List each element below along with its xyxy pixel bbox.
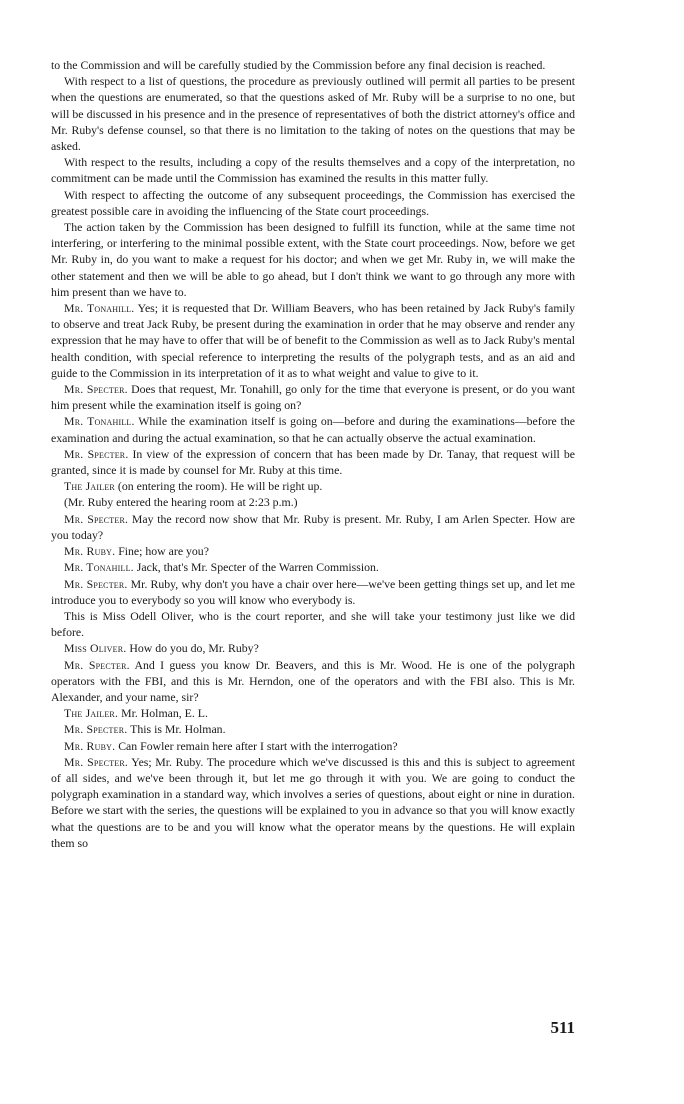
paragraph: [51, 640, 575, 656]
speaker-name: Mr. Specter.: [64, 382, 128, 397]
paragraph-text: This is Mr. Holman.: [130, 722, 226, 737]
speaker-name: The Jailer: [64, 479, 115, 494]
speaker-name: Mr. Specter.: [64, 576, 128, 591]
paragraph: [51, 381, 575, 413]
speaker-name: Mr. Ruby.: [64, 738, 116, 753]
speaker-name: Mr. Specter.: [64, 657, 130, 672]
paragraph-text: And I guess you know Dr. Beavers, and this is Mr. Wood. He is one of the polygraph operators with the FBI, and this is Mr. Herndon, one of the operators and with the FBI also. This is Mr. Alexander, and your name, sir?: [51, 657, 575, 704]
paragraph-text: Can Fowler remain here after I start with the interrogation?: [118, 738, 398, 753]
paragraph: [51, 57, 575, 73]
page-number: 511: [550, 1018, 575, 1037]
speaker-name: Mr. Specter.: [64, 446, 129, 461]
paragraph-text: In view of the expression of concern that has been made by Dr. Tanay, that request will be granted, since it is made by counsel for Mr. Ruby at this time.: [51, 446, 575, 478]
paragraph: [51, 657, 575, 706]
paragraph-text: Yes; it is requested that Dr. William Beavers, who has been retained by Jack Ruby's family to observe and treat Jack Ruby, be present during the examination in order that he may observe and render any expression that he may have to offer that will be of benefit to the Commission as well as to Jack Ruby's mental health condition, with special reference to interpreting the results of the polygraph tests, and as an aid and guide to the Commission in its interpretation of it as to what weight and value to give to it.: [51, 301, 575, 380]
paragraph: [51, 576, 575, 608]
paragraph-text: Fine; how are you?: [118, 544, 209, 559]
paragraph-text: Yes; Mr. Ruby. The procedure which we've discussed is this and this is subject to agreement of all sides, and we've been through it, but let me go through it with you. We are going to conduct the polygraph examination in a standard way, which involves a series of questions, about eight or nine in duration. Before we start with the series, the questions will be explained to you in advance so that you will know exactly what the questions are to be and you will know what the operator means by the questions. He will explain them so: [51, 754, 575, 850]
paragraph: [51, 300, 575, 381]
paragraph-text: Mr. Ruby, why don't you have a chair over here—we've been getting things set up, and let me introduce you to everybody so you will know who everybody is.: [51, 576, 575, 607]
paragraph: [51, 494, 575, 510]
speaker-name: Mr. Tonahill.: [64, 560, 134, 575]
paragraph: [51, 413, 575, 445]
paragraph: [51, 446, 575, 478]
speaker-name: Mr. Specter.: [64, 754, 129, 769]
paragraph: [51, 721, 575, 737]
paragraph: [51, 559, 575, 575]
paragraph-text: (on entering the room). He will be right up.: [117, 479, 323, 494]
paragraph: [51, 754, 575, 851]
paragraph-text: With respect to a list of questions, the procedure as previously outlined will permit all parties to be present when the questions are enumerated, so that the questions asked of Mr. Ruby will be a surprise to no one, but will be discussed in his presence and in the presence of representatives of both the district attorney's office and Mr. Ruby's defense counsel, so that there is no limitation to the taking of notes on the questions that may be asked.: [51, 74, 575, 154]
paragraph-text: With respect to affecting the outcome of any subsequent proceedings, the Commission has exercised the greatest possible care in avoiding the influencing of the State court proceedings.: [51, 187, 575, 218]
speaker-name: The Jailer.: [64, 706, 119, 721]
paragraph-text: Does that request, Mr. Tonahill, go only for the time that everyone is present, or do you want him present while the examination itself is going on?: [51, 382, 576, 413]
paragraph: [51, 219, 575, 300]
speaker-name: Mr. Specter.: [64, 722, 128, 737]
paragraph: [51, 511, 575, 543]
speaker-name: Mr. Tonahill.: [64, 414, 135, 429]
paragraph: [51, 478, 575, 494]
paragraph-text: May the record now show that Mr. Ruby is present. Mr. Ruby, I am Arlen Specter. How are you today?: [51, 511, 575, 542]
body-text: [51, 57, 575, 851]
paragraph-text: (Mr. Ruby entered the hearing room at 2:23 p.m.): [64, 495, 298, 510]
speaker-name: Mr. Ruby.: [64, 544, 116, 559]
paragraph: [51, 738, 575, 754]
paragraph: [51, 154, 575, 186]
speaker-name: Mr. Specter.: [64, 511, 129, 526]
paragraph-text: How do you do, Mr. Ruby?: [129, 641, 259, 656]
paragraph-text: to the Commission and will be carefully studied by the Commission before any final decision is reached.: [51, 58, 546, 72]
paragraph-text: The action taken by the Commission has been designed to fulfill its function, while at the same time not interfering, or interfering to the minimal possible extent, with the State court proceedings. Now, before we get Mr. Ruby in, do you want to make a request for his doctor; and when we get Mr. Ruby in, we will make the other statement and then we will be able to go ahead, but I don't think we want to go through any more with him present than we have to.: [51, 220, 575, 299]
paragraph-text: Jack, that's Mr. Specter of the Warren Commission.: [136, 560, 379, 575]
paragraph: [51, 73, 575, 154]
paragraph-text: While the examination itself is going on—before and during the examinations—before the examination and during the actual examination, so that he can actually observe the actual examination.: [51, 414, 575, 445]
speaker-name: Mr. Tonahill.: [64, 301, 135, 316]
paragraph-text: With respect to the results, including a copy of the results themselves and a copy of the interpretation, no commitment can be made until the Commission has examined the results in this matter fully.: [51, 155, 575, 186]
paragraph: [51, 187, 575, 219]
paragraph: [51, 608, 575, 640]
paragraph: [51, 543, 575, 559]
paragraph-text: This is Miss Odell Oliver, who is the court reporter, and she will take your testimony just like we did before.: [51, 608, 575, 640]
paragraph: [51, 705, 575, 721]
speaker-name: Miss Oliver.: [64, 641, 127, 656]
paragraph-text: Mr. Holman, E. L.: [121, 706, 208, 721]
